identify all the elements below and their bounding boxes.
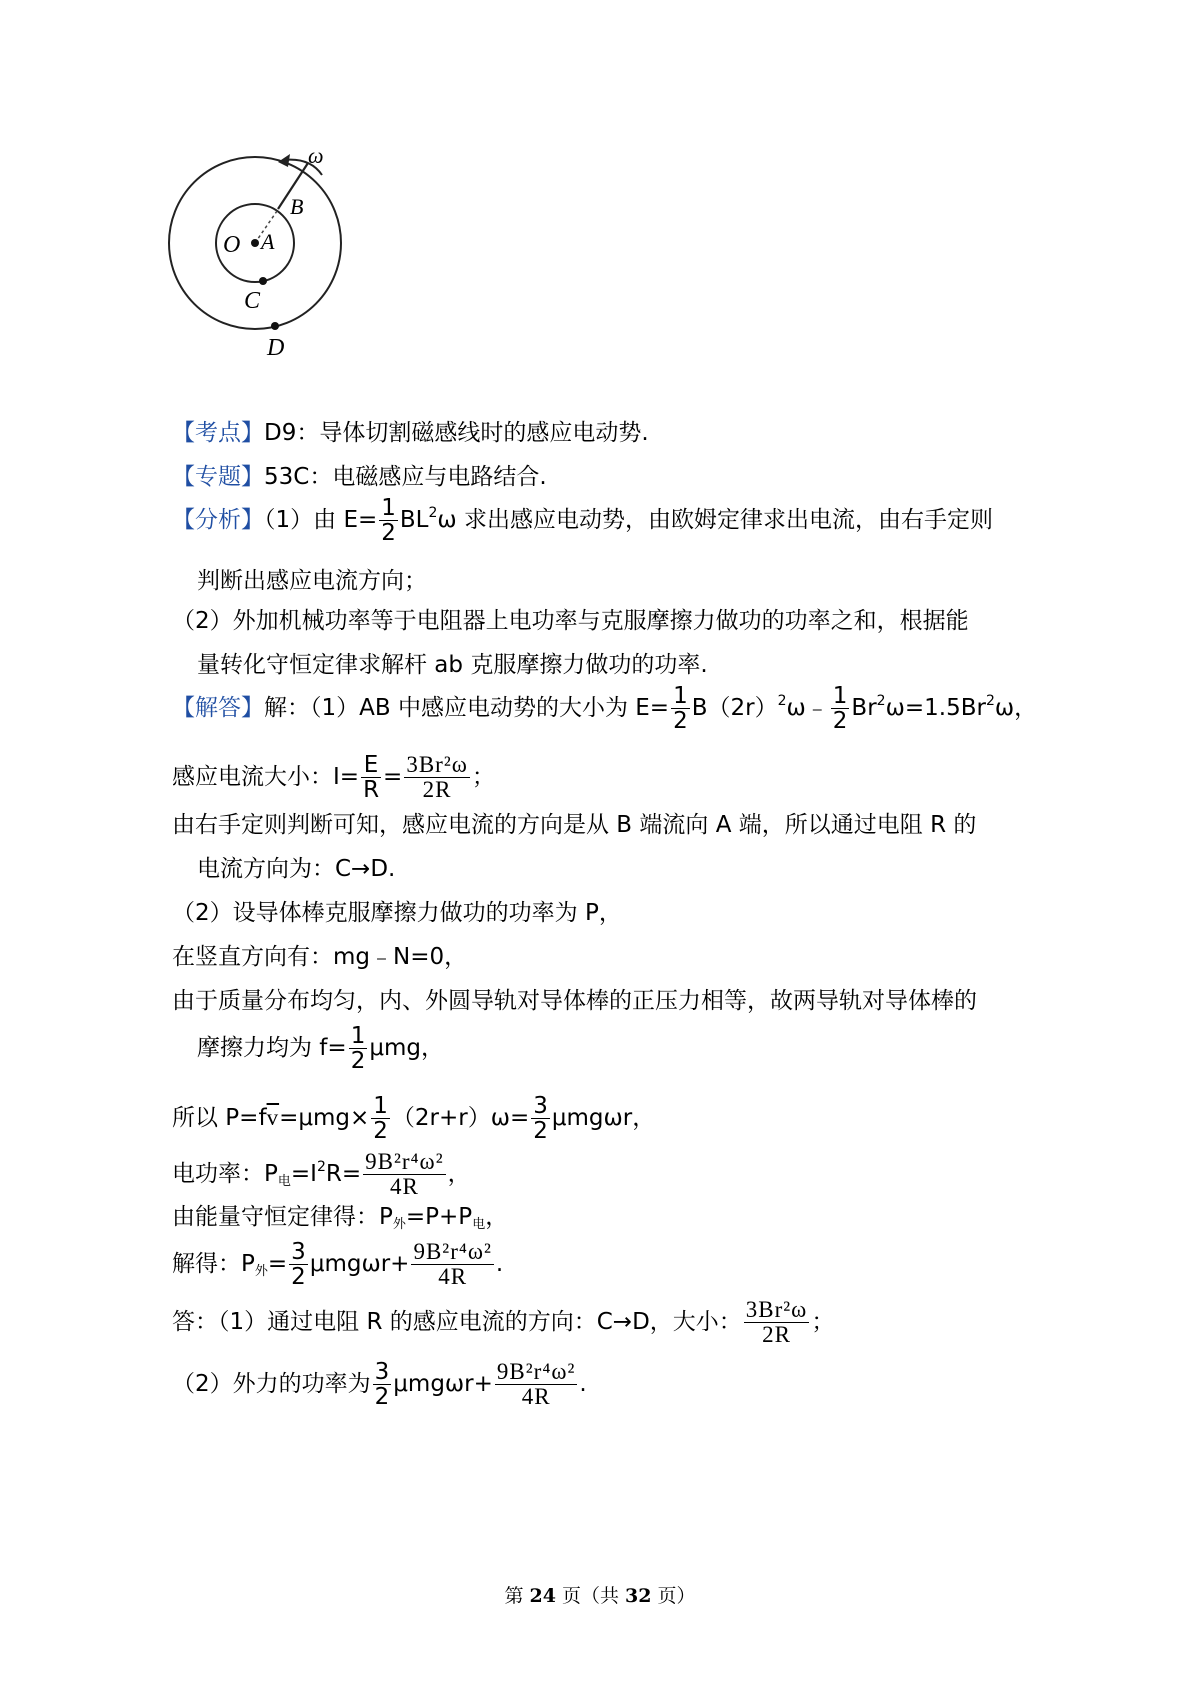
frac-num: 1 [381, 495, 396, 521]
l9-frac2: $\frac{3}{2}$ [533, 1093, 548, 1144]
jieda-line1: 【解答】解：（1）AB 中感应电动势的大小为 E= $\frac{1}{2}$ $B(2r)^2\omega﹣$ $\frac{1}{2}$ $Br^2\omega=1.5Br^2\omega$， [172, 683, 1038, 734]
circle-diagram [160, 135, 360, 375]
v-bar: $\overline{v}$ [266, 1105, 280, 1130]
jieda-line2: 感应电流大小：I= $\frac{E}{R}$ = $\frac{\text{3Br²ω}}{2R}$ ； [172, 752, 495, 803]
l12-frac2: $\frac{\text{9B²r⁴ω²}}{4R}$ [413, 1239, 492, 1289]
kaodian-line [172, 418, 649, 448]
page-footer: 第 24 页（共 32 页） [504, 1585, 696, 1607]
fenxi-p1-c: ω 求出感应电动势，由欧姆定律求出电流，由右手定则 [437, 507, 993, 533]
point-C [259, 277, 267, 285]
label-A: A [261, 229, 275, 254]
jieda-line9: 所以 $P=f\overline{v}=\mu mg\times$ $\frac{1}{2}$ （2r+r）ω= $\frac{3}{2}$ μmgωr， [172, 1093, 656, 1144]
l10-frac: $\frac{\text{9B²r⁴ω²}}{4R}$ [365, 1149, 444, 1199]
point-O [251, 239, 259, 247]
l1-a: 解：（1）AB 中感应电动势的大小为 E= [264, 695, 670, 721]
fenxi-p1-b: BL [399, 507, 429, 533]
jieda-line3: 由右手定则判断可知，感应电流的方向是从 B 端流向 A 端，所以通过电阻 R 的 [172, 812, 977, 838]
fenxi-tag: 【分析】 [172, 507, 264, 533]
zhuanti-line [172, 462, 547, 492]
l2-frac2: $\frac{\text{3Br²ω}}{2R}$ [406, 752, 468, 802]
jieda-line10: 电功率：$P_电=I^2R=$ $\frac{\text{9B²r⁴ω²}}{4R}$ ， [172, 1149, 471, 1199]
frac-den: 2 [381, 520, 396, 546]
jieda-line13: 答：（1）通过电阻 R 的感应电流的方向：C→D，大小： $\frac{\text{3Br²ω}}{2R}$ ； [172, 1297, 835, 1347]
fenxi-line2: 判断出感应电流方向； [197, 568, 427, 594]
jieda-line11: 由能量守恒定律得：$P_外=P+P_电$， [172, 1204, 509, 1232]
jieda-line12: 解得：$P_外=$ $\frac{3}{2}$ μmgωr+ $\frac{\text{9B²r⁴ω²}}{4R}$ . [172, 1239, 504, 1290]
label-omega: ω [308, 143, 324, 168]
jieda-tag: 【解答】 [172, 695, 264, 721]
jieda-line14: （2）外力的功率为 $\frac{3}{2}$ μmgωr+ $\frac{\text{9B²r⁴ω²}}{4R}$ . [172, 1359, 587, 1410]
label-C: C [244, 288, 261, 314]
fenxi-fraction [379, 496, 398, 545]
jieda-line5: （2）设导体棒克服摩擦力做功的功率为 P， [172, 900, 622, 926]
jieda-line6: 在竖直方向有：mg﹣N=0， [172, 944, 468, 970]
l14-frac1: $\frac{3}{2}$ [374, 1359, 390, 1410]
zhuanti-text: 53C：电磁感应与电路结合. [264, 464, 547, 490]
l2-frac1: $\frac{E}{R}$ [363, 752, 380, 803]
label-B: B [290, 194, 304, 219]
l1-frac1: $\frac{1}{2}$ [673, 683, 688, 734]
fenxi-sup: 2 [428, 505, 438, 521]
l14-frac2: $\frac{\text{9B²r⁴ω²}}{4R}$ [496, 1359, 576, 1409]
l8-frac: $\frac{1}{2}$ [350, 1023, 366, 1074]
fenxi-line3: （2）外加机械功率等于电阻器上电功率与克服摩擦力做功的功率之和，根据能 [172, 608, 969, 634]
fenxi-p1-a: （1）由 E= [264, 507, 378, 533]
page-number: 24 [529, 1585, 556, 1607]
l13-frac: $\frac{\text{3Br²ω}}{2R}$ [745, 1297, 808, 1347]
fenxi-line4: 量转化守恒定律求解杆 ab 克服摩擦力做功的功率. [197, 652, 708, 678]
l9-frac1: $\frac{1}{2}$ [373, 1093, 388, 1144]
page-total: 32 [625, 1585, 652, 1607]
label-D: D [267, 335, 285, 361]
jieda-line4: 电流方向为：C→D. [197, 856, 396, 882]
l1-b: B（2r） [691, 695, 778, 721]
jieda-line7: 由于质量分布均匀，内、外圆导轨对导体棒的正压力相等，故两导轨对导体棒的 [172, 988, 977, 1014]
zhuanti-tag: 【专题】 [172, 464, 264, 490]
fenxi-line1 [172, 496, 993, 545]
kaodian-text: D9：导体切割磁感线时的感应电动势. [264, 420, 649, 446]
l1-frac2: $\frac{1}{2}$ [832, 683, 848, 734]
kaodian-tag: 【考点】 [172, 420, 264, 446]
l12-frac1: $\frac{3}{2}$ [291, 1239, 306, 1290]
label-O: O [223, 232, 241, 258]
l1-c: ω﹣ [786, 695, 829, 721]
point-D [271, 322, 279, 330]
jieda-line8: 摩擦力均为 f= $\frac{1}{2}$ μmg， [197, 1023, 444, 1074]
